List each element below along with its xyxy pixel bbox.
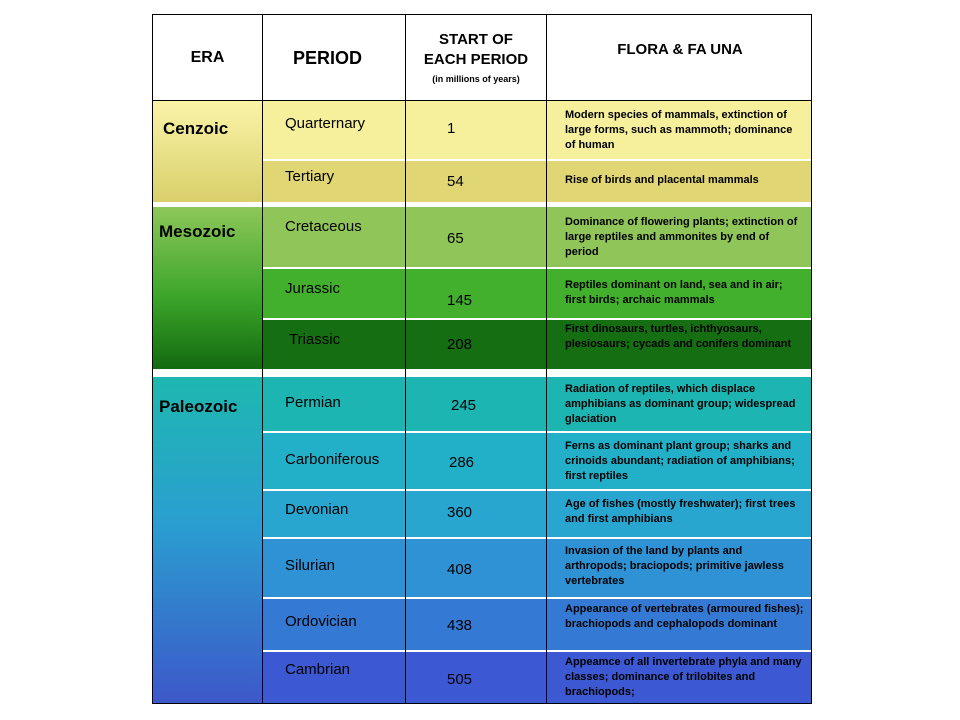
era-paleozoic: Paleozoic [159,397,238,416]
period-name: Cambrian [285,661,351,678]
row-jurassic [263,269,811,318]
period-start: 145 [447,292,473,309]
header-flora-fauna [547,15,812,101]
period-start: 360 [447,504,473,521]
period-name: Silurian [285,557,336,574]
period-start: 245 [451,397,477,414]
period-description: Reptiles dominant on land, sea and in air; first birds; archaic mammals [565,279,783,306]
period-description: Ferns as dominant plant group; sharks and crinoids abundant; radiation of amphibians; first reptiles [565,440,795,482]
period-description: Appeamce of all invertebrate phyla and many classes; dominance of trilobites and brachiopods; [565,656,802,698]
period-name: Cretaceous [285,218,362,235]
period-name: Ordovician [285,613,357,630]
period-description: First dinosaurs, turtles, ichthyosaurs, plesiosaurs; cycads and conifers dominant [565,323,792,350]
period-description: Modern species of mammals, extinction of large forms, such as mammoth; dominance of human [565,109,793,151]
period-name: Tertiary [285,168,335,185]
period-description: Rise of birds and placental mammals [565,174,759,186]
row-silurian [263,539,811,597]
period-start: 505 [447,671,473,688]
header-start-note: (in millions of years) [432,74,520,84]
divider-period [405,15,406,703]
period-name: Permian [285,394,341,411]
period-start: 1 [447,120,456,137]
header-bottom-line [153,100,811,101]
header-period-label: PERIOD [293,47,363,68]
row-triassic [263,320,811,369]
period-description: Radiation of reptiles, which displace amphibians as dominant group; widespread glaciation [565,383,796,425]
era-block-cenozoic [153,101,262,202]
row-tertiary [263,161,811,202]
period-start: 408 [447,561,473,578]
period-description: Invasion of the land by plants and arthropods; braciopods; primitive jawless vertebrates [565,545,784,587]
period-name: Devonian [285,501,349,518]
row-quarternary [263,101,811,159]
era-mesozoic: Mesozoic [159,222,236,241]
divider-era [262,15,263,703]
header-flora-label: FLORA & FA UNA [617,41,743,58]
row-devonian [263,491,811,537]
period-start: 208 [447,336,473,353]
period-start: 286 [449,454,475,471]
row-permian [263,377,811,431]
header-start [406,15,546,101]
row-cambrian [263,652,811,704]
period-name: Triassic [289,331,341,348]
period-name: Carboniferous [285,451,380,468]
header-period [263,15,406,101]
period-description: Age of fishes (mostly freshwater); first trees and first amphibians [565,498,796,525]
period-start: 65 [447,230,464,247]
header-start-line1: START OF [439,31,513,48]
era-cenozoic: Cenzoic [163,119,229,138]
geologic-time-table [152,14,812,704]
row-carboniferous [263,433,811,489]
period-description: Dominance of flowering plants; extinction of large reptiles and ammonites by end of period [565,216,798,258]
era-block-paleozoic [153,377,262,704]
header-era-label: ERA [190,49,225,66]
header-era [153,15,262,101]
period-start: 54 [447,173,464,190]
period-name: Quarternary [285,115,366,132]
period-start: 438 [447,617,473,634]
row-ordovician [263,599,811,650]
divider-start [546,15,547,703]
row-cretaceous [263,207,811,267]
period-description: Appearance of vertebrates (armoured fishes); brachiopods and cephalopods dominant [565,603,804,630]
header-start-line2: EACH PERIOD [423,51,529,68]
period-name: Jurassic [285,280,341,297]
